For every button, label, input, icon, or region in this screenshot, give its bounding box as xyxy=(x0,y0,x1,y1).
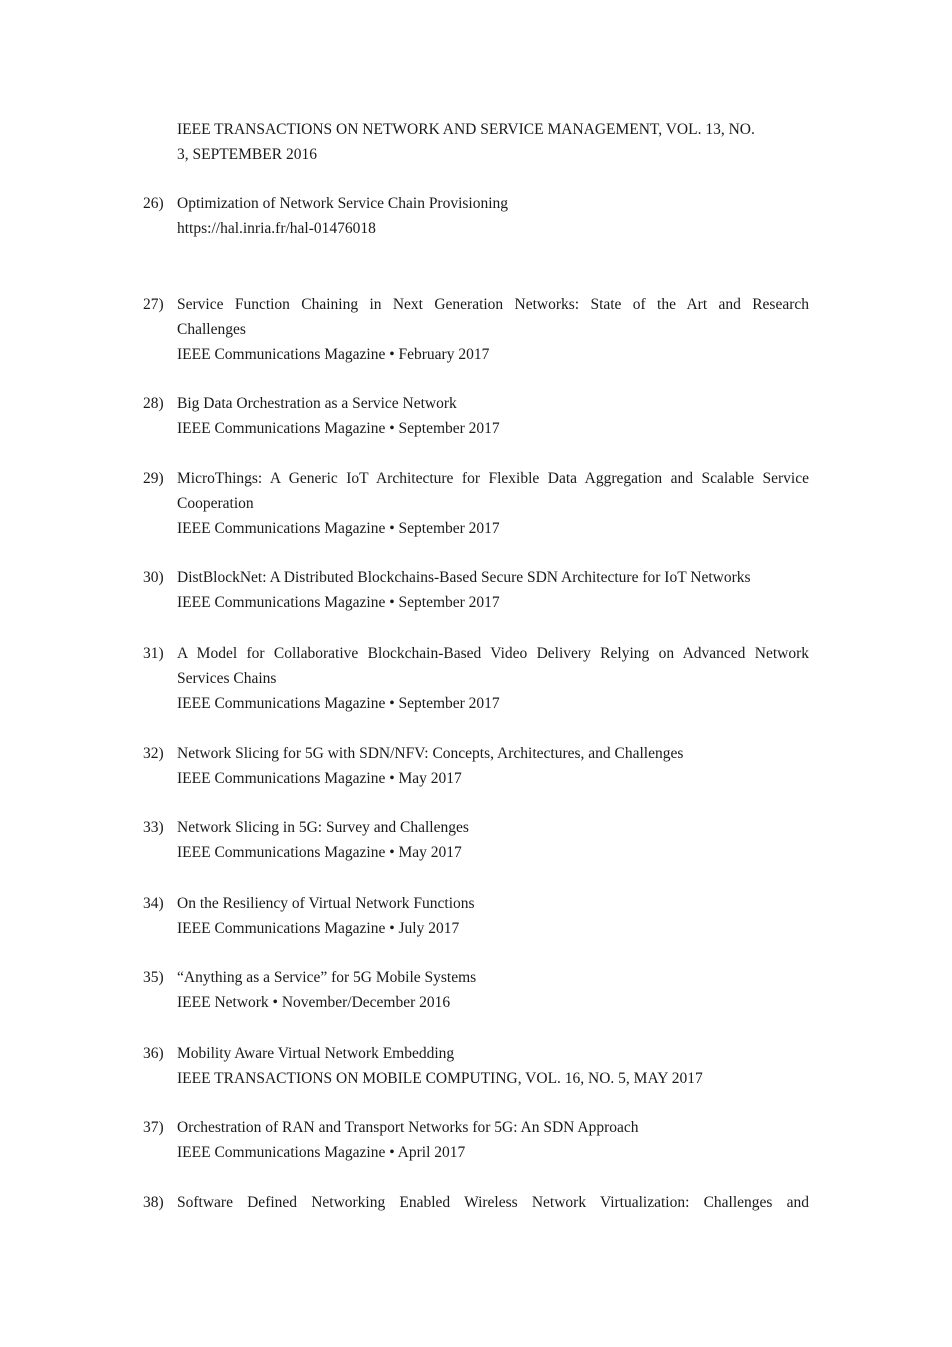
reference-title: Orchestration of RAN and Transport Networks for 5G: An SDN Approach xyxy=(177,1119,639,1136)
reference-number: 36) xyxy=(143,1045,164,1062)
reference-title: On the Resiliency of Virtual Network Functions xyxy=(177,895,475,912)
reference-source: IEEE Communications Magazine • July 2017 xyxy=(177,920,460,937)
reference-number: 35) xyxy=(143,969,164,986)
reference-title: Big Data Orchestration as a Service Network xyxy=(177,395,457,412)
reference-source: IEEE Communications Magazine • September 2017 xyxy=(177,594,500,611)
reference-source: IEEE TRANSACTIONS ON MOBILE COMPUTING, VOL. 16, NO. 5, MAY 2017 xyxy=(177,1070,703,1087)
reference-title: A Model for Collaborative Blockchain-Based Video Delivery Relying on Advanced Network xyxy=(177,645,809,662)
reference-title: Services Chains xyxy=(177,670,277,687)
reference-source: IEEE Communications Magazine • May 2017 xyxy=(177,844,462,861)
reference-source: https://hal.inria.fr/hal-01476018 xyxy=(177,220,376,237)
reference-number: 26) xyxy=(143,195,164,212)
reference-title: Software Defined Networking Enabled Wireless Network Virtualization: Challenges and xyxy=(177,1194,809,1211)
reference-source: IEEE Communications Magazine • September 2017 xyxy=(177,420,500,437)
reference-number: 33) xyxy=(143,819,164,836)
reference-source: IEEE Communications Magazine • April 2017 xyxy=(177,1144,466,1161)
reference-title: Mobility Aware Virtual Network Embedding xyxy=(177,1045,455,1062)
reference-number: 31) xyxy=(143,645,164,662)
continued-reference xyxy=(177,117,809,167)
reference-title: Challenges xyxy=(177,321,246,338)
reference-source: IEEE Communications Magazine • February 2017 xyxy=(177,346,490,363)
reference-title: Network Slicing for 5G with SDN/NFV: Concepts, Architectures, and Challenges xyxy=(177,745,684,762)
reference-title: “Anything as a Service” for 5G Mobile Systems xyxy=(177,969,477,986)
reference-number: 27) xyxy=(143,296,164,313)
reference-source: IEEE Communications Magazine • September 2017 xyxy=(177,695,500,712)
reference-number: 37) xyxy=(143,1119,164,1136)
reference-source: IEEE Communications Magazine • September 2017 xyxy=(177,520,500,537)
reference-title: MicroThings: A Generic IoT Architecture for Flexible Data Aggregation and Scalable Service xyxy=(177,470,809,487)
continued-line: IEEE TRANSACTIONS ON NETWORK AND SERVICE MANAGEMENT, VOL. 13, NO. xyxy=(177,121,755,138)
reference-number: 28) xyxy=(143,395,164,412)
reference-title: Network Slicing in 5G: Survey and Challenges xyxy=(177,819,469,836)
continued-line: 3, SEPTEMBER 2016 xyxy=(177,146,317,163)
reference-source: IEEE Network • November/December 2016 xyxy=(177,994,451,1011)
reference-title: Service Function Chaining in Next Generation Networks: State of the Art and Research xyxy=(177,296,809,313)
reference-number: 38) xyxy=(143,1194,164,1211)
reference-title: Optimization of Network Service Chain Provisioning xyxy=(177,195,509,212)
reference-title: Cooperation xyxy=(177,495,254,512)
reference-number: 34) xyxy=(143,895,164,912)
reference-source: IEEE Communications Magazine • May 2017 xyxy=(177,770,462,787)
reference-title: DistBlockNet: A Distributed Blockchains-Based Secure SDN Architecture for IoT Networks xyxy=(177,569,751,586)
reference-number: 30) xyxy=(143,569,164,586)
reference-number: 29) xyxy=(143,470,164,487)
reference-number: 32) xyxy=(143,745,164,762)
